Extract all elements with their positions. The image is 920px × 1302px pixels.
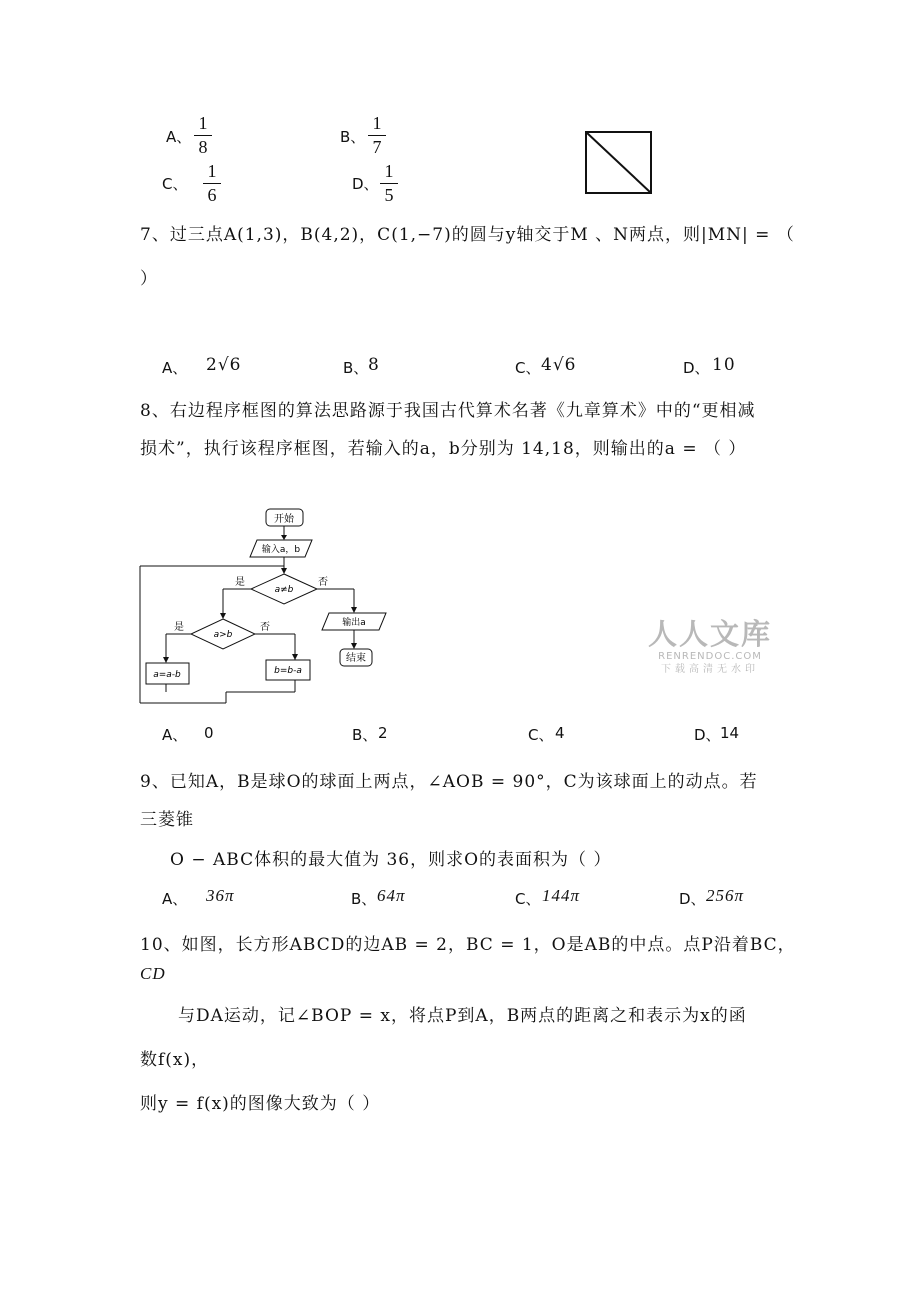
q6-option-d-label: D、 [352, 175, 379, 193]
flow-input-text: 输入a，b [261, 545, 301, 555]
flow-no1-text: 否 [318, 577, 328, 588]
q10-stem-line4: 数f(x)， [140, 1050, 210, 1070]
q7-option-a-value: 2√6 [206, 355, 242, 375]
q8-option-c-value: 4 [555, 724, 565, 742]
denominator: 8 [198, 137, 208, 157]
q7-stem-line1: 7、过三点A(1,3)，B(4,2)，C(1,−7)的圆与y轴交于M 、N两点，则|MN| = （ [140, 225, 795, 245]
q7-option-d-value: 10 [712, 355, 736, 375]
flow-yes1-text: 是 [235, 577, 245, 588]
q8-option-d-label: D、 [694, 726, 721, 744]
q8-option-b-label: B、 [352, 726, 378, 744]
watermark [648, 618, 772, 676]
q8-stem-line1: 8、右边程序框图的算法思路源于我国古代算术名著《九章算术》中的“更相减 [140, 401, 756, 421]
q7-option-c-value: 4√6 [541, 355, 577, 375]
flow-cond1-text: a≠b [274, 585, 294, 595]
q10-stem-line2: CD [140, 964, 166, 983]
numerator: 1 [198, 113, 208, 133]
q9-option-a-value: 36π [206, 886, 235, 905]
q6-option-b-fraction [368, 113, 386, 158]
watermark-domain: RENRENDOC.COM [658, 651, 762, 662]
q7-option-b-label: B、 [343, 359, 369, 377]
numerator: 1 [372, 113, 382, 133]
q6-option-a-label: A、 [166, 128, 192, 146]
q9-option-d-label: D、 [679, 890, 706, 908]
q9-option-c-value: 144π [542, 886, 581, 905]
numerator: 1 [384, 161, 394, 181]
q7-option-b-value: 8 [368, 355, 380, 375]
flow-assign-b-text: b=b-a [274, 666, 302, 676]
watermark-title: 人人文库 [648, 617, 773, 651]
q9-stem-line1: 9、已知A，B是球O的球面上两点，∠AOB = 90°，C为该球面上的动点。若 [140, 772, 758, 792]
q9-option-b-value: 64π [377, 886, 406, 905]
q8-option-d-value: 14 [720, 724, 740, 742]
q7-option-d-label: D、 [683, 359, 710, 377]
flow-output-text: 输出a [342, 618, 366, 628]
flow-no2-text: 否 [260, 622, 270, 633]
q9-option-c-label: C、 [515, 890, 541, 908]
q7-option-c-label: C、 [515, 359, 541, 377]
denominator: 6 [207, 185, 217, 205]
q8-option-a-value: 0 [204, 724, 214, 742]
q6-option-b-label: B、 [340, 128, 366, 146]
denominator: 7 [372, 137, 382, 157]
q7-option-a-label: A、 [162, 359, 188, 377]
q8-option-b-value: 2 [378, 724, 388, 742]
flow-assign-a-text: a=a-b [153, 670, 181, 680]
q8-option-a-label: A、 [162, 726, 188, 744]
q6-option-d-fraction [380, 161, 398, 206]
square-diagonal-figure [585, 131, 653, 195]
q6-option-c-fraction [203, 161, 221, 206]
q9-stem-line2: 三菱锥 [140, 810, 194, 830]
flow-end-text: 结束 [346, 653, 366, 664]
numerator: 1 [207, 161, 217, 181]
q10-stem-line3: 与DA运动，记∠BOP = x，将点P到A，B两点的距离之和表示为x的函 [178, 1006, 747, 1026]
flow-start-text: 开始 [274, 514, 294, 525]
watermark-tagline: 下载高清无水印 [661, 664, 759, 675]
q9-option-b-label: B、 [351, 890, 377, 908]
denominator: 5 [384, 185, 394, 205]
q9-option-d-value: 256π [706, 886, 745, 905]
flowchart [130, 500, 410, 715]
q8-option-c-label: C、 [528, 726, 554, 744]
q6-option-a-fraction [194, 113, 212, 158]
flow-cond2-text: a>b [213, 630, 233, 640]
q8-stem-line2: 损术”，执行该程序框图，若输入的a，b分别为 14,18，则输出的a = （ ） [140, 439, 747, 459]
flow-yes2-text: 是 [174, 622, 184, 633]
q7-stem-line2: ） [140, 269, 158, 289]
q6-option-c-label: C、 [162, 175, 188, 193]
q9-stem-line3: O − ABC体积的最大值为 36，则求O的表面积为（ ） [170, 850, 612, 870]
q10-stem-line1: 10、如图，长方形ABCD的边AB = 2，BC = 1，O是AB的中点。点P沿着BC， [140, 935, 796, 955]
q9-option-a-label: A、 [162, 890, 188, 908]
q10-stem-line5: 则y = f(x)的图像大致为（ ） [140, 1094, 381, 1114]
